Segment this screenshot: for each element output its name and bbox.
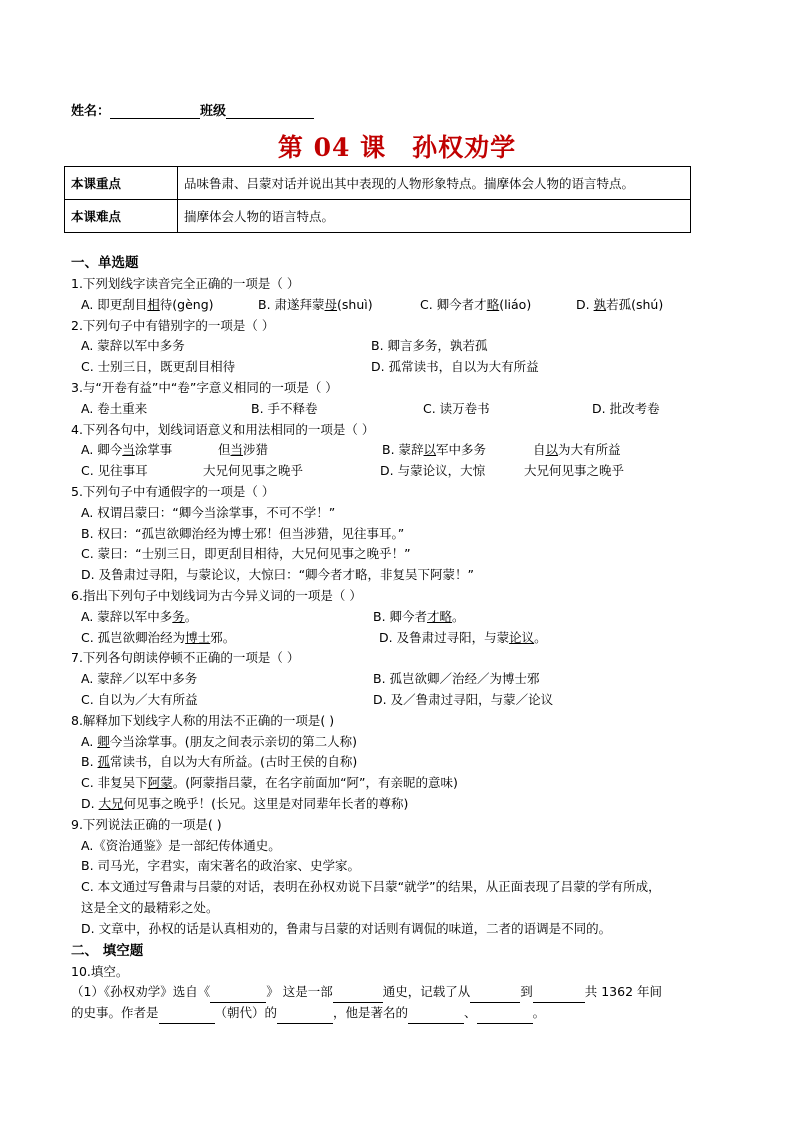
option-c: C. 蒙曰：“士别三日，即更刮目相待，大兄何见事之晚乎！” — [81, 546, 411, 562]
option-b: B. 蒙辞以军中多务 — [382, 442, 487, 458]
option-row — [71, 440, 731, 461]
question-stem: 7.下列各句朗读停顿不正确的一项是（ ） — [71, 650, 300, 666]
fill-blank[interactable] — [408, 1009, 464, 1024]
key-point-content: 品味鲁肃、吕蒙对话并说出其中表现的人物形象特点。揣摩体会人物的语言特点。 — [178, 167, 691, 200]
option-row — [71, 628, 731, 649]
option-row — [71, 295, 731, 316]
option-a: A. 即更刮目相待(gèng) — [81, 296, 214, 312]
option-row — [71, 669, 731, 690]
option-a: A. 蒙辞／以军中多务 — [81, 671, 198, 687]
page-title — [0, 128, 794, 164]
option-b: B. 卿言多务，孰若孤 — [371, 338, 488, 354]
fill-blank[interactable] — [477, 1009, 533, 1024]
class-blank[interactable] — [226, 104, 314, 119]
option-d: D. 大兄何见事之晚乎！(长兄。这里是对同辈年长者的尊称) — [81, 795, 409, 811]
option-a: A.《资治通鉴》是一部纪传体通史。 — [81, 837, 281, 853]
question-stem: 5.下列句子中有通假字的一项是（ ） — [71, 483, 275, 499]
option-a: A. 蒙辞以军中多务 — [81, 338, 185, 354]
fill-blank[interactable] — [333, 988, 383, 1003]
option-d: D. 及鲁肃过寻阳，与蒙论议。 — [379, 629, 547, 645]
option-c: C. 士别三日，既更刮目相待 — [81, 359, 236, 375]
question-stem: 2.下列句子中有错别字的一项是（ ） — [71, 317, 275, 333]
option-c: C. 本文通过写鲁肃与吕蒙的对话，表明在孙权劝说下吕蒙“就学”的结果，从正面表现了吕蒙的学有所成， — [81, 879, 661, 895]
option-d: D. 及鲁肃过寻阳，与蒙论议，大惊曰：“卿今者才略，非复吴下阿蒙！” — [81, 567, 475, 583]
lesson-name: 孙权劝学 — [412, 133, 517, 162]
student-info-line — [71, 100, 314, 119]
difficulty-label: 本课难点 — [65, 200, 178, 233]
option-d: D. 文章中，孙权的话是认真相劝的，鲁肃与吕蒙的对话则有调侃的味道，二者的语调是不同的。 — [81, 920, 612, 936]
option-b-second: 自以为大有所益 — [533, 442, 621, 458]
question-stem: 6.指出下列句子中划线词为古今异义词的一项是（ ） — [71, 587, 362, 603]
option-row — [71, 399, 731, 420]
fill-line-1: （1）《孙权劝学》选自《 》 这是一部 通史，记载了从 到 共 1362 年间 — [71, 982, 731, 1003]
option-d: D. 与蒙论议，大惊 — [380, 463, 486, 479]
question-stem: 9.下列说法正确的一项是( ) — [71, 816, 222, 832]
fill-line-2: 的史事。作者是 （朝代）的 ，他是著名的 、 。 — [71, 1003, 731, 1024]
option-d: D. 及／鲁肃过寻阳，与蒙／论议 — [373, 691, 554, 707]
option-b: B. 孤常读书，自以为大有所益。(古时王侯的自称) — [81, 754, 358, 770]
option-b: B. 司马光，字君实，南宋著名的政治家、史学家。 — [81, 858, 361, 874]
lesson-number: 第 04 课 — [277, 133, 387, 162]
option-b: B. 卿今者才略。 — [373, 608, 465, 624]
fill-blank[interactable] — [210, 988, 266, 1003]
option-row — [71, 461, 731, 482]
option-b: B. 孤岂欲卿／治经／为博士邪 — [373, 671, 540, 687]
name-blank[interactable] — [110, 104, 200, 119]
option-a: A. 蒙辞以军中多务。 — [81, 608, 198, 624]
option-a: A. 卷土重来 — [81, 400, 148, 416]
option-row — [71, 690, 731, 711]
class-label: 班级 — [200, 104, 227, 119]
question-stem: 10.填空。 — [71, 963, 129, 979]
option-c: C. 自以为／大有所益 — [81, 691, 198, 707]
option-d-second: 大兄何见事之晚乎 — [524, 463, 625, 479]
lesson-focus-table — [64, 166, 691, 233]
option-c: C. 卿今者才略(liáo) — [420, 296, 532, 312]
option-b: B. 权曰：“孤岂欲卿治经为博士邪！但当涉猎，见往事耳。” — [81, 525, 405, 541]
option-row — [71, 336, 731, 357]
option-b: B. 肃遂拜蒙母(shuì) — [258, 296, 373, 312]
option-d: D. 批改考卷 — [592, 400, 660, 416]
fill-blank[interactable] — [533, 988, 585, 1003]
fill-blank[interactable] — [470, 988, 520, 1003]
option-a: A. 卿今当涂掌事 — [81, 442, 173, 458]
option-c-second: 大兄何见事之晚乎 — [203, 463, 304, 479]
option-d: D. 孤常读书，自以为大有所益 — [371, 359, 539, 375]
option-d: D. 孰若孤(shú) — [576, 296, 664, 312]
option-c: C. 非复吴下阿蒙。(阿蒙指吕蒙，在名字前面加“阿”，有亲昵的意味) — [81, 775, 458, 791]
table-row — [65, 167, 691, 200]
option-a: A. 卿今当涂掌事。(朋友之间表示亲切的第二人称) — [81, 733, 358, 749]
name-label: 姓名： — [71, 104, 111, 119]
question-stem: 3.与“开卷有益”中“卷”字意义相同的一项是（ ） — [71, 379, 338, 395]
section-heading: 二、 填空题 — [71, 942, 144, 959]
option-row — [71, 357, 731, 378]
difficulty-content: 揣摩体会人物的语言特点。 — [178, 200, 691, 233]
key-point-label: 本课重点 — [65, 167, 178, 200]
option-c-continued: 这是全文的最精彩之处。 — [81, 899, 219, 915]
option-a-second: 但当涉猎 — [218, 442, 269, 458]
option-b: B. 手不释卷 — [251, 400, 318, 416]
option-c: C. 读万卷书 — [423, 400, 490, 416]
option-c: C. 孤岂欲卿治经为博士邪。 — [81, 629, 236, 645]
option-row — [71, 607, 731, 628]
fill-blank[interactable] — [277, 1009, 333, 1024]
question-stem: 8.解释加下划线字人称的用法不正确的一项是( ) — [71, 712, 335, 728]
option-a: A. 权谓吕蒙曰：“卿今当涂掌事，不可不学！” — [81, 504, 336, 520]
questions-area — [71, 252, 731, 1024]
question-stem: 1.下列划线字读音完全正确的一项是（ ） — [71, 276, 300, 291]
question-stem: 4.下列各句中，划线词语意义和用法相同的一项是（ ） — [71, 421, 375, 437]
section-heading: 一、单选题 — [71, 255, 139, 271]
table-row — [65, 200, 691, 233]
fill-blank[interactable] — [159, 1009, 215, 1024]
option-c: C. 见往事耳 — [81, 463, 148, 479]
